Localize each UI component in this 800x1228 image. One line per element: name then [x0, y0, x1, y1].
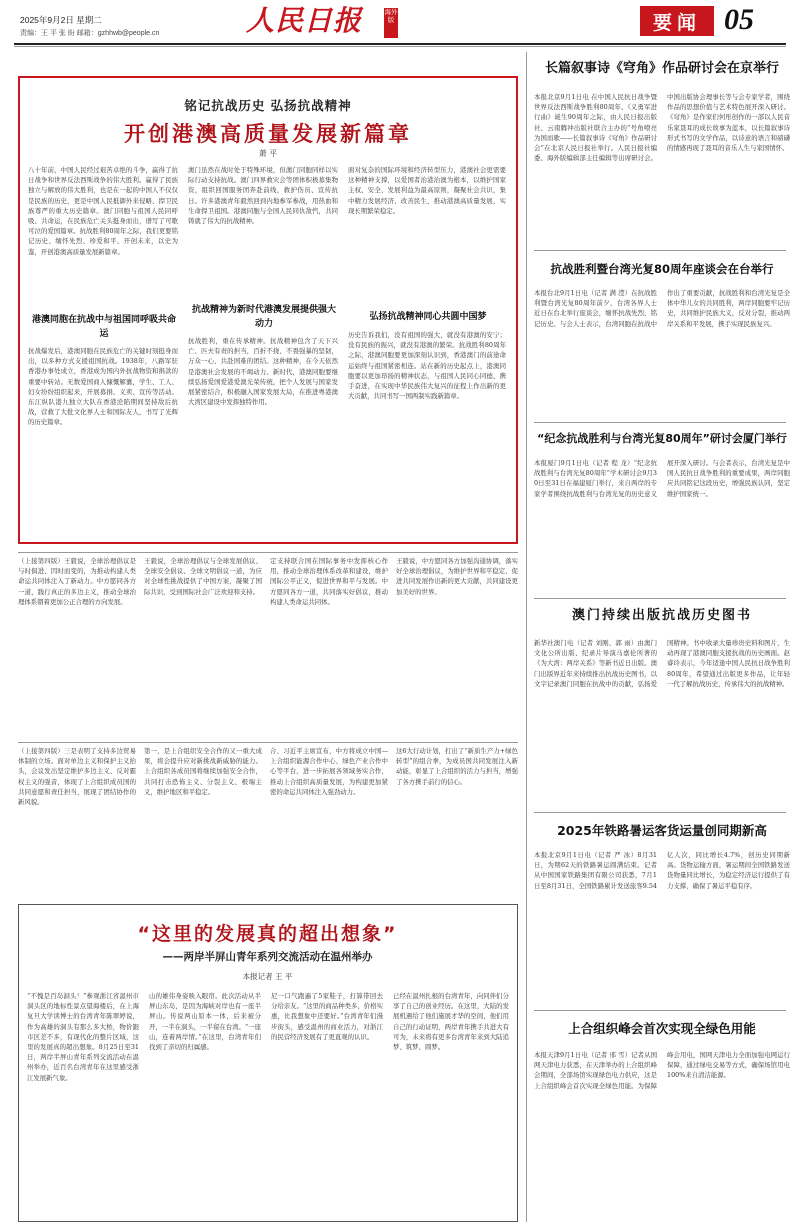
article-title: “纪念抗战胜利与台湾光复80周年”研讨会厦门举行 [537, 432, 787, 445]
feature-col-2: 山的雄伟身姿映入眼帘。此次活动从半屏山东岛，是因为海峡对岸也有一座半屏山。传说两山原本一体，后来被分开，一半在洞头，一半留在台湾。“一座山，连着两岸情。”在这里，台湾青年们找到了亲切的归属感。 [149, 992, 261, 1052]
feature-col-4: 已经在温州扎根的台湾青年，向同伴们分享了自己的创业经历。在这里，大陆的发展机遇给了他们施展才华的空间，他们用自己的行动证明，两岸青年携手共进大有可为，未来将有更多台湾青年来到大陆追梦、筑梦、圆梦。 [393, 992, 509, 1052]
continued-col-6: 第一，是上合组织安全合作的又一重大成果，将会提升应对新挑战新威胁的能力。上合组织各成员国将继续加强安全合作，共同打击恐怖主义、分裂主义、极端主义，维护地区和平稳定。 [144, 747, 262, 796]
lead-col-2: 澳门虽然在战时处于特殊环境，但澳门同胞同样以实际行动支持抗战。澳门四界救灾会等团体积极募集物资，组织回国服务团奔赴前线，救护伤员、宣传抗日。许多港澳青年毅然回到内地参军参战，用热血和生命捍卫祖国。港澳同胞与全国人民同仇敌忾，共同铸就了伟大的抗战精神。 [188, 166, 338, 226]
masthead-editors: 责编：王 平 张 盼 邮箱：gzhhwb@people.cn [20, 30, 160, 37]
continued-col-5: （上接第四版）三是表明了支持多边贸易体制的立场。面对单边主义和保护主义抬头，会议发出坚定维护多边主义、反对霸权主义的强音，体现了上合组织成员国的共同意愿和责任担当，展现了团结协作的新风貌。 [18, 747, 136, 807]
article-macao-books [534, 604, 790, 808]
continued-col-2: 王毅说，全球治理倡议与全球发展倡议、全球安全倡议、全球文明倡议一道，为应对全球性挑战提供了中国方案，凝聚了国际共识，受到国际社会广泛欢迎和支持。 [144, 557, 262, 596]
lead-col-3: 面对复杂的国际环境和经济转型压力，港澳社会更需要这种精神支撑，以爱国者治港治澳为根本，以维护国家主权、安全、发展利益为最高原则，凝聚社会共识，集中精力发展经济、改善民生，推动港澳高质量发展，实现长期繁荣稳定。 [348, 166, 506, 215]
feature-author: 本报记者 王 平 [242, 972, 293, 981]
masthead-date: 2025年9月2日 星期二 [20, 15, 102, 25]
article-title: 2025年铁路暑运客货运量创同期新高 [557, 823, 767, 838]
lead-headline: 开创港澳高质量发展新篇章 [124, 122, 412, 146]
article-xiamen-seminar [534, 428, 790, 596]
lead-subhead-2: 抗战精神为新时代港澳发展提供强大动力 [192, 305, 337, 329]
lead-article [18, 76, 518, 544]
article-poem-seminar [534, 56, 790, 246]
lead-col-2b: 抗战胜利，重在传承精神。抗战精神包含了天下兴亡、匹夫有责的担当，百折不挠、不畏强暴的坚韧，万众一心、共赴国难的团结。这种精神，在今天依然是港澳社会发展的不竭动力。新时代，港澳同胞要继续弘扬爱国爱港爱澳光荣传统，把个人发展与国家发展紧密结合，积极融入国家发展大局，在推进粤港澳大湾区建设中发挥独特作用。 [188, 337, 338, 407]
lead-col-1b: 抗战爆发后，港澳同胞在民族危亡的关键时刻挺身而出，以多种方式支援祖国抗战。1938年，八路军驻香港办事处成立，香港成为国内外抗战物资和捐款的重要中转站。无数爱国商人慷慨解囊，学生、工人、妇女纷纷组织起来，开展募捐、义卖、宣传等活动。东江纵队港九独立大队在香港沦陷期间坚持敌后抗战，营救了大批文化界人士和国际友人，书写了光辉的历史篇章。 [28, 347, 178, 427]
article-railway [534, 818, 790, 1008]
article-body: 新华社澳门电（记者 刘刚、郭 雨）由澳门文化公所出版、纪录片导演马嘉伦所著的《为大湾：两岸关系》等新书近日出版。澳门出版界近年来持续推出抗战历史图书，以文字记录澳门同胞在抗战中的贡献，弘扬爱国精神。书中收录大量珍贵史料和图片，生动再现了港澳同胞支援抗战的历史画面。赵睿玲表示，今年适逢中国人民抗日战争胜利80周年，希望通过出版更多作品，让年轻一代了解抗战历史，传承伟大的抗战精神。 [534, 639, 790, 688]
article-taiwan-symposium [534, 256, 790, 420]
feature-col-3: 尼一口气跑遍了5家鞋子，打算带回去分给亲友。“这里的商品种类多、价格实惠，比我想象中还要好。”台湾青年们漫步街头，感受温州的商业活力，对浙江的民营经济发展有了更直观的认识。 [271, 992, 383, 1041]
lead-subhead-1: 港澳同胞在抗战中与祖国同呼吸共命运 [32, 315, 177, 339]
article-body: 本报厦门9月1日电（记者 程 龙）“纪念抗战胜利与台湾光复80周年”学术研讨会9月30日至31日在福建厦门举行，来自两岸的专家学者围绕抗战胜利与台湾光复的历史意义展开深入研讨。与会者表示，台湾光复是中国人民抗日战争胜利的重要成果，两岸同胞应共同铭记这段历史，增强民族认同，坚定维护国家统一。 [534, 459, 790, 498]
article-body: 本报台北9月1日电（记者 满 滢）在抗战胜利暨台湾光复80周年前夕，台湾各界人士近日在台北举行座谈会，缅怀抗战先烈，铭记历史。与会人士表示，台湾同胞在抗战中作出了重要贡献，抗战胜利和台湾光复是全体中华儿女的共同胜利，两岸同胞要牢记历史，共同维护民族大义，反对分裂，推动两岸关系和平发展，携手实现民族复兴。 [534, 289, 790, 328]
article-body: 本报天津9月1日电（记者 邢 雪）记者从国网天津电力获悉，在天津举办的上合组织峰会期间，全部场馆实现绿色电力供应，这是上合组织峰会首次实现全绿色用能。为保障峰会用电，国网天津电力全面加强电网运行保障，通过绿电交易等方式，确保场馆用电100%来自清洁能源。 [534, 1051, 790, 1090]
continued-col-1: （上接第四版）王毅说，全球治理倡议是与时俱进、因时而变的，为推动构建人类命运共同体注入了新动力。中方愿同各方一道，践行真正的多边主义，推动全球治理体系朝着更加公正合理的方向发展。 [18, 557, 136, 606]
feature-subhead: ——两岸半屏山青年系列交流活动在温州举办 [162, 951, 373, 963]
feature-article [18, 904, 518, 1222]
lead-subhead-3: 弘扬抗战精神同心共圆中国梦 [369, 312, 487, 322]
continued-col-8: 这6大行动计划，打出了“新质生产力+绿色转型”的组合拳，为成员国共同发展注入新动能，彰显了上合组织的活力与担当，增强了各方携手前行的信心。 [396, 747, 518, 786]
article-title: 长篇叙事诗《穹角》作品研讨会在京举行 [544, 61, 779, 76]
article-title: 抗战胜利暨台湾光复80周年座谈会在台举行 [550, 262, 774, 276]
continued-col-7: 合、习近平主席宣布，中方将成立中国—上合组织能源合作中心、绿色产业合作中心等平台，进一步拓展各领域务实合作，推动上合组织高质量发展，为构建更加紧密的命运共同体注入强劲动力。 [270, 747, 388, 796]
lead-author: 萧 平 [258, 149, 278, 158]
article-title: 上合组织峰会首次实现全绿色用能 [568, 1021, 756, 1036]
article-body: 本报北京9月1日电（记者 严 冰）8月31日，为期62天的铁路暑运圆满结束。记者从中国国家铁路集团有限公司获悉，7月1日至8月31日，全国铁路累计发送旅客9.54亿人次，同比增长4.7%，创历史同期新高。货物运输方面，暑运期间全国铁路发送货物量同比增长，为稳定经济运行提供了有力支撑，确保了暑运平稳有序。 [534, 851, 790, 890]
lead-kicker: 铭记抗战历史 弘扬抗战精神 [184, 98, 352, 113]
continued-col-3: 定支持联合国在国际事务中发挥核心作用，推动全球治理体系改革和建设，维护国际公平正义，促进世界和平与发展。中方愿同各方一道，共同落实好倡议，推动构建人类命运共同体。 [270, 557, 388, 606]
feature-headline: “这里的发展真的超出想象” [137, 923, 398, 945]
article-green-energy [534, 1016, 790, 1222]
page-number: 05 [724, 3, 754, 36]
feature-col-1: “不愧是百岛洞头！”参观浙江省温州市洞头区的地标性景点望海楼后，在上海复旦大学读博士的台湾青年陈翠婷说，作为高雄的洞头有那么多大桥，物价跟市区差不多，有现代化的整片区域，这里的发展真的超出想象。8月25日至31日，两岸半屏山青年系列交流活动在温州举办，近百名台湾青年在这里感受浙江发展新气象。 [27, 992, 139, 1082]
article-title: 澳门持续出版抗战历史图书 [571, 608, 752, 623]
article-body: 本报北京9月1日电 在中国人民抗日战争暨世界反法西斯战争胜利80周年、《义勇军进行曲》诞生90周年之际，由人民日报出版社、云南腾冲出版社联合主办的“号角嘹亮 为国而歌——长篇叙事诗《穹角》作品研讨会”在北京人民日报社举行。人民日报社编委、海外版编辑部主任编辑等出席研讨会。中国出版协会理事长等与会专家学者，围绕作品的思想价值与艺术特色展开深入研讨。《穹角》是作家们何彤创作的一部以人民音乐家聂耳的成长故事为蓝本，以长篇叙事诗形式书写的文学作品，以诗意的语言和磅礴的情感再现了聂耳的音乐人生与家国情怀。 [534, 93, 790, 163]
lead-col-1: 八十年前，中国人民经过艰苦卓绝的斗争，赢得了抗日战争和世界反法西斯战争的伟大胜利。赢得了民族独立与解放的伟大胜利，也是在一起的中国人不仅仅是民族的历史，更是中国人民抵御外来侵略、捍卫民族尊严的重大历史篇章。澳门同胞与祖国人民同呼吸、共命运，在民族危亡关头挺身而出，谱写了可歌可泣的爱国篇章。抗战胜利80周年之际，我们更要铭记历史、缅怀先烈、珍爱和平、开创未来，以史为鉴，开创港澳高质量发展新篇章。 [28, 166, 178, 256]
edition-tag: 海外版 [384, 8, 398, 38]
section-title: 要闻 [652, 12, 701, 34]
logo: 人民日报 [246, 4, 363, 37]
continued-col-4: 王毅说，中方愿同各方加强沟通协调，落实好全球治理倡议，为维护世界和平稳定、促进共同发展作出新的更大贡献，共同建设更加美好的世界。 [396, 557, 518, 596]
lead-col-3b: 历史告诉我们，没有祖国的强大，就没有港澳的安宁；没有民族的振兴，就没有港澳的繁荣。抗战胜利80周年之际，港澳同胞要更加深刻认识到，香港澳门的前途命运始终与祖国紧密相连。站在新的历史起点上，港澳同胞要以更加昂扬的精神状态，与祖国人民同心同德、携手奋进，在实现中华民族伟大复兴的征程上作出新的更大贡献，共同书写一国两制实践新篇章。 [348, 331, 506, 401]
